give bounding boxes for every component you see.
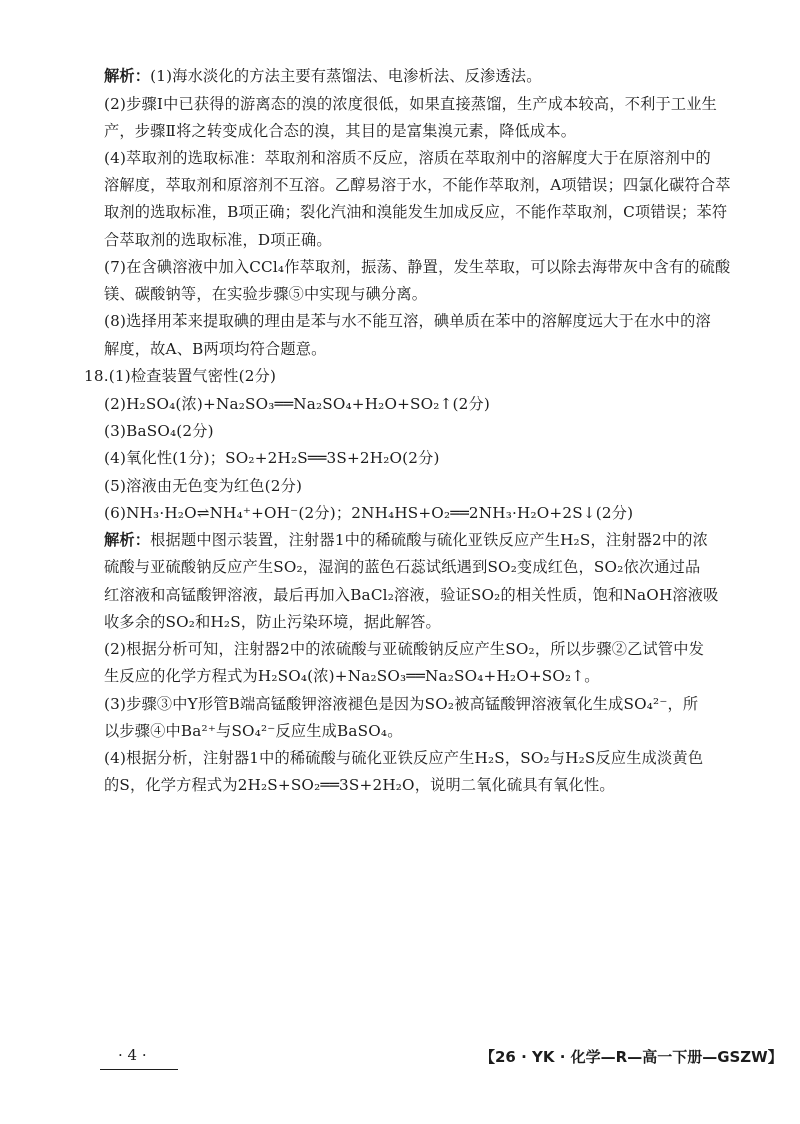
text-line: 解析：(1)海水淡化的方法主要有蒸馏法、电渗析法、反渗透法。 (104, 67, 542, 85)
question-18-heading: 18.(1)检查装置气密性(2分) (84, 367, 277, 385)
answer-line: (6)NH₃·H₂O⇌NH₄⁺+OH⁻(2分)；2NH₄HS+O₂══2NH₃·H₂O+2S↓(2分) (104, 504, 634, 522)
answer-line: (5)溶液由无色变为红色(2分) (104, 477, 303, 495)
analysis-label: 解析： (104, 531, 151, 549)
text-line: 以步骤④中Ba²⁺与SO₄²⁻反应生成BaSO₄。 (104, 722, 403, 740)
text-line: 解度，故A、B两项均符合题意。 (104, 340, 327, 358)
answer-line: (2)H₂SO₄(浓)+Na₂SO₃══Na₂SO₄+H₂O+SO₂↑(2分) (104, 395, 490, 413)
text-line: (8)选择用苯来提取碘的理由是苯与水不能互溶，碘单质在苯中的溶解度远大于在水中的溶 (104, 312, 711, 330)
text-line: 的S，化学方程式为2H₂S+SO₂══3S+2H₂O，说明二氧化硫具有氧化性。 (104, 776, 615, 794)
document-code: 【26 · YK · 化学—R—高一下册—GSZW】 (480, 1048, 783, 1066)
text-line: (7)在含碘溶液中加入CCl₄作萃取剂，振荡、静置，发生萃取，可以除去海带灰中含有的硫酸 (104, 258, 731, 276)
text-line: 取剂的选取标准，B项正确；裂化汽油和溴能发生加成反应，不能作萃取剂，C项错误；苯符 (104, 203, 728, 221)
text-line: (4)根据分析，注射器1中的稀硫酸与硫化亚铁反应产生H₂S，SO₂与H₂S反应生成淡黄色 (104, 749, 704, 767)
text-line: (3)步骤③中Y形管B端高锰酸钾溶液褪色是因为SO₂被高锰酸钾溶液氧化生成SO₄²⁻，所 (104, 695, 699, 713)
text-line: 镁、碳酸钠等，在实验步骤⑤中实现与碘分离。 (104, 285, 428, 303)
page-number: · 4 · (118, 1046, 147, 1064)
text-line: (2)步骤Ⅰ中已获得的游离态的溴的浓度很低，如果直接蒸馏，生产成本较高，不利于工业生 (104, 95, 718, 113)
footer-rule (100, 1069, 178, 1070)
answer-line: (3)BaSO₄(2分) (104, 422, 214, 440)
text-line: 生反应的化学方程式为H₂SO₄(浓)+Na₂SO₃══Na₂SO₄+H₂O+SO₂↑。 (104, 667, 600, 685)
analysis-label: 解析： (104, 67, 151, 85)
text-line: 解析：根据题中图示装置，注射器1中的稀硫酸与硫化亚铁反应产生H₂S，注射器2中的浓 (104, 531, 709, 549)
text-line: 红溶液和高锰酸钾溶液，最后再加入BaCl₂溶液，验证SO₂的相关性质，饱和NaOH溶液吸 (104, 586, 719, 604)
text-line: 合萃取剂的选取标准，D项正确。 (104, 231, 332, 249)
text-line: 硫酸与亚硫酸钠反应产生SO₂，湿润的蓝色石蕊试纸遇到SO₂变成红色，SO₂依次通过品 (104, 558, 701, 576)
text-line: (2)根据分析可知，注射器2中的浓硫酸与亚硫酸钠反应产生SO₂，所以步骤②乙试管中发 (104, 640, 705, 658)
text-line: 产，步骤Ⅱ将之转变成化合态的溴，其目的是富集溴元素，降低成本。 (104, 122, 577, 140)
text-line: 收多余的SO₂和H₂S，防止污染环境，据此解答。 (104, 613, 441, 631)
answer-line: (4)氧化性(1分)；SO₂+2H₂S══3S+2H₂O(2分) (104, 449, 440, 467)
text-line: (4)萃取剂的选取标准：萃取剂和溶质不反应，溶质在萃取剂中的溶解度大于在原溶剂中的 (104, 149, 711, 167)
text-line: 溶解度，萃取剂和原溶剂不互溶。乙醇易溶于水，不能作萃取剂，A项错误；四氯化碳符合萃 (104, 176, 731, 194)
